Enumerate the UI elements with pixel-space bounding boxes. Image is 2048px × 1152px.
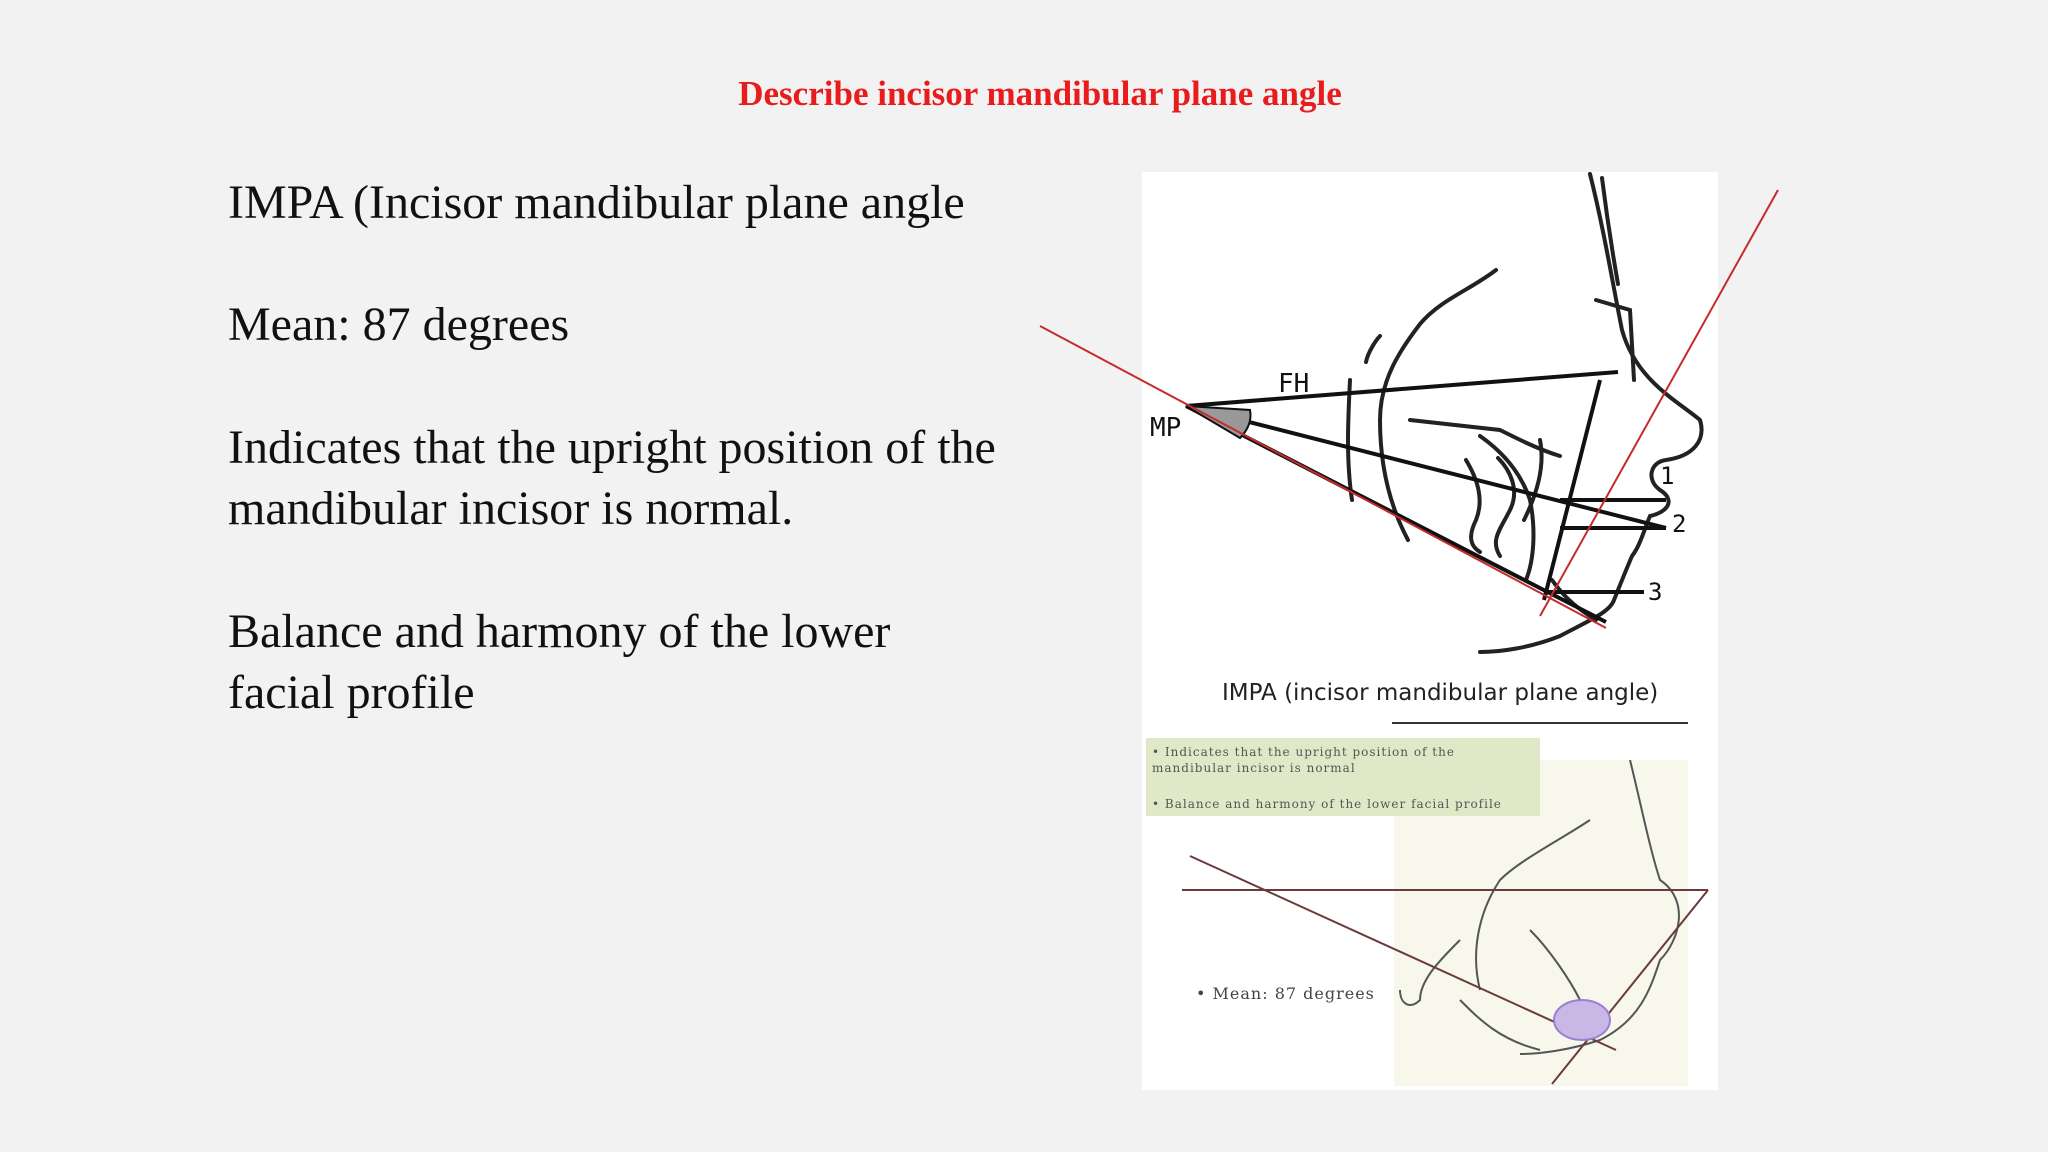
point-upright: Indicates that the upright position of the mandibular incisor is normal.	[228, 421, 996, 535]
point-balance: Balance and harmony of the lower facial profile	[228, 605, 891, 719]
caption-rule	[1392, 722, 1688, 724]
green-note-2: • Balance and harmony of the lower facial profile	[1152, 797, 1502, 811]
label-1: 1	[1660, 462, 1675, 490]
figure-caption: IMPA (incisor mandibular plane angle)	[1222, 680, 1659, 706]
point-mean: Mean: 87 degrees	[228, 298, 570, 351]
label-3: 3	[1648, 578, 1663, 606]
slide-title: Describe incisor mandibular plane angle	[738, 74, 1342, 113]
mean-note: • Mean: 87 degrees	[1196, 984, 1375, 1003]
label-fh: FH	[1278, 369, 1310, 399]
label-mp: MP	[1150, 413, 1182, 443]
point-impa: IMPA (Incisor mandibular plane angle	[228, 176, 965, 229]
green-note-1: • Indicates that the upright position of the mandibular incisor is normal	[1152, 745, 1455, 775]
label-2: 2	[1672, 510, 1687, 538]
